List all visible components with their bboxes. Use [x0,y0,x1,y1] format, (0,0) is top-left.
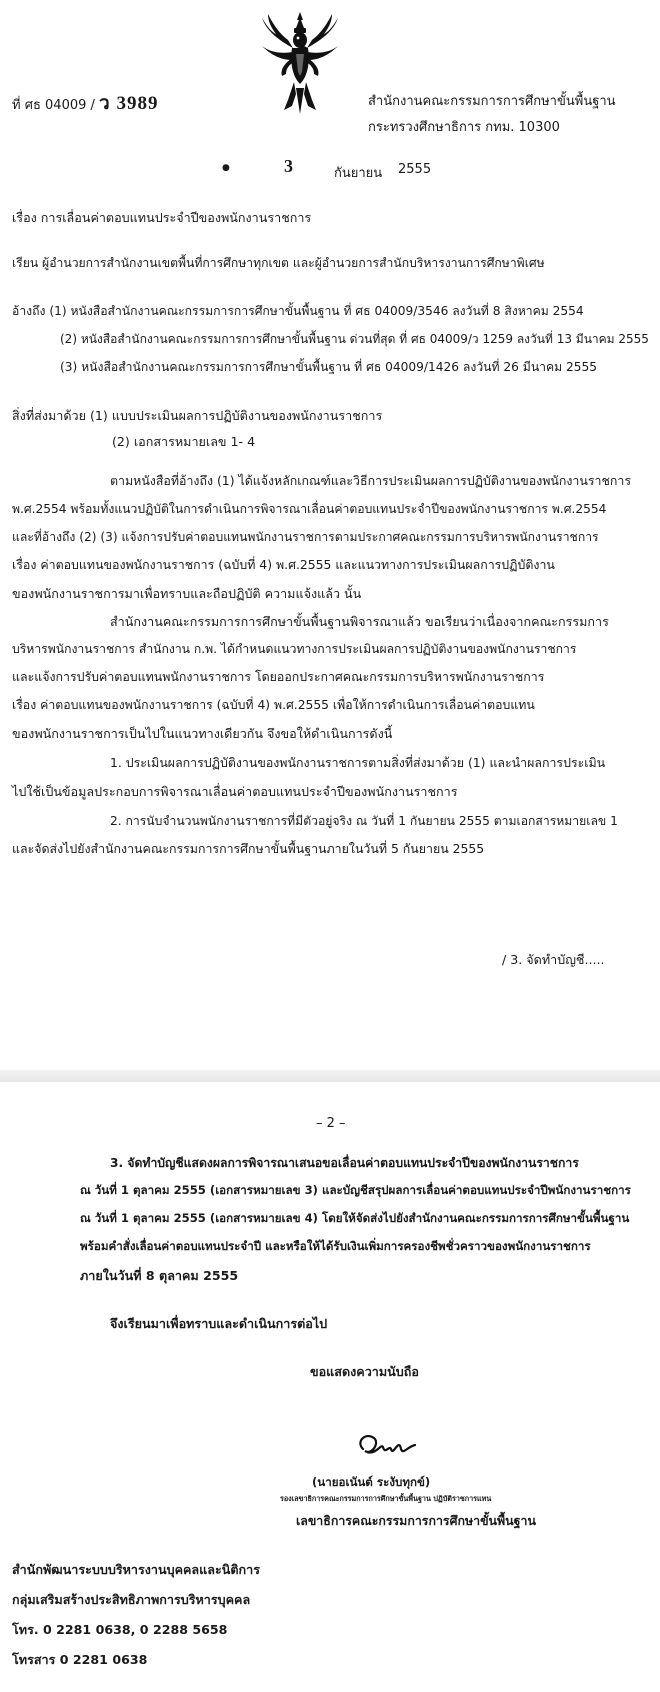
page-number: – 2 – [316,1116,346,1131]
paragraph-line: ตามหนังสือที่อ้างถึง (1) ได้แจ้งหลักเกณฑ์และวิธีการประเมินผลการปฏิบัติงานของพนักงานราชการ [110,473,631,488]
enclosure-2: (2) เอกสารหมายเลข 1- 4 [112,434,256,449]
paragraph-line: ของพนักงานราชการเป็นไปในแนวทางเดียวกัน จึงขอให้ดำเนินการดังนี้ [12,726,393,741]
reference-3: (3) หนังสือสำนักงานคณะกรรมการการศึกษาขั้นพื้นฐาน ที่ ศธ 04009/1426 ลงวันที่ 26 มีนาคม 2555 [60,360,598,374]
stamp-dot: ● [222,163,230,173]
regards-line: ขอแสดงความนับถือ [310,1364,419,1379]
reference-1: อ้างถึง (1) หนังสือสำนักงานคณะกรรมการการศึกษาขั้นพื้นฐาน ที่ ศธ 04009/3546 ลงวันที่ 8 สิงหาคม 2554 [12,304,584,318]
fax: โทรสาร 0 2281 0638 [12,1652,148,1667]
paragraph-line: บริหารพนักงานราชการ สำนักงาน ก.พ. ได้กำหนดแนวทางการประเมินผลการปฏิบัติงานของพนักงานราชการ [12,642,577,656]
reference-number [12,88,158,118]
paragraph-line: สำนักงานคณะกรรมการการศึกษาขั้นพื้นฐานพิจารณาแล้ว ขอเรียนว่าเนื่องจากคณะกรรมการ [110,614,609,629]
signature-icon [345,1427,425,1467]
signer-position-1: รองเลขาธิการคณะกรรมการการศึกษาขั้นพื้นฐาน ปฏิบัติราชการแทน [280,1494,492,1503]
enclosure-1: สิ่งที่ส่งมาด้วย (1) แบบประเมินผลการปฏิบัติงานของพนักงานราชการ [12,408,383,423]
reference-2: (2) หนังสือสำนักงานคณะกรรมการการศึกษาขั้นพื้นฐาน ด่วนที่สุด ที่ ศธ 04009/ว 1259 ลงวันที่ 13 มีนาคม 2555 [60,332,649,346]
issuer-office: สำนักงานคณะกรรมการการศึกษาขั้นพื้นฐาน [368,94,616,109]
date-month: กันยายน [334,166,383,181]
paragraph-line: ณ วันที่ 1 ตุลาคม 2555 (เอกสารหมายเลข 3) และบัญชีสรุปผลการเลื่อนค่าตอบแทนประจำปีพนักงานราชการ [80,1183,631,1197]
paragraph-line: เรื่อง ค่าตอบแทนของพนักงานราชการ (ฉบับที่ 4) พ.ศ.2555 เพื่อให้การดำเนินการเลื่อนค่าตอบแทน [12,698,535,712]
paragraph-line: ของพนักงานราชการมาเพื่อทราบและถือปฏิบัติ ความแจ้งแล้ว นั้น [12,586,362,601]
paragraph-line: และที่อ้างถึง (2) (3) แจ้งการปรับค่าตอบแทนพนักงานราชการตามประกาศคณะกรรมการบริหารพนักงานราชการ [12,530,599,544]
date-day: 3 [284,156,293,176]
signer-position-2: เลขาธิการคณะกรรมการการศึกษาขั้นพื้นฐาน [296,1513,536,1528]
page-separator [0,1070,660,1082]
addressee-line: เรียน ผู้อำนวยการสำนักงานเขตพื้นที่การศึกษาทุกเขต และผู้อำนวยการสำนักบริหารงานการศึกษาพิเศษ [12,256,545,270]
paragraph-line: ภายในวันที่ 8 ตุลาคม 2555 [80,1268,239,1283]
paragraph-line: 1. ประเมินผลการปฏิบัติงานของพนักงานราชการตามสิ่งที่ส่งมาด้วย (1) และนำผลการประเมิน [110,755,606,770]
paragraph-line: ณ วันที่ 1 ตุลาคม 2555 (เอกสารหมายเลข 4) โดยให้จัดส่งไปยังสำนักงานคณะกรรมการการศึกษาขั้นพื้นฐาน [80,1211,630,1225]
continued-note: / 3. จัดทำบัญชี..... [502,952,605,967]
office-division: สำนักพัฒนาระบบบริหารงานบุคคลและนิติการ [12,1562,261,1577]
garuda-emblem-icon [258,10,342,116]
paragraph-line: และจัดส่งไปยังสำนักงานคณะกรรมการการศึกษาขั้นพื้นฐานภายในวันที่ 5 กันยายน 2555 [12,841,485,856]
paragraph-line: พ.ศ.2554 พร้อมทั้งแนวปฏิบัติในการดำเนินการพิจารณาเลื่อนค่าตอบแทนประจำปีของพนักงานราชการ พ.ศ.2554 [12,502,607,516]
closing-line: จึงเรียนมาเพื่อทราบและดำเนินการต่อไป [110,1316,328,1331]
paragraph-line: ไปใช้เป็นข้อมูลประกอบการพิจารณาเลื่อนค่าตอบแทนประจำปีของพนักงานราชการ [12,784,458,799]
paragraph-line: 2. การนับจำนวนพนักงานราชการที่มีตัวอยู่จริง ณ วันที่ 1 กันยายน 2555 ตามเอกสารหมายเลข 1 [110,814,618,828]
issuer-ministry: กระทรวงศึกษาธิการ กทม. 10300 [368,120,560,135]
document-page-2 [0,1082,660,1692]
paragraph-line: 3. จัดทำบัญชีแสดงผลการพิจารณาเสนอขอเลื่อนค่าตอบแทนประจำปีของพนักงานราชการ [110,1156,579,1170]
reference-number-handwritten: ว 3989 [99,93,159,114]
office-group: กลุ่มเสริมสร้างประสิทธิภาพการบริหารบุคคล [12,1592,251,1607]
signer-name: (นายอเนันต์ ระงับทุกข์) [312,1475,431,1489]
paragraph-line: เรื่อง ค่าตอบแทนของพนักงานราชการ (ฉบับที่ 4) พ.ศ.2555 และแนวทางการประเมินผลการปฏิบัติงาน [12,557,555,572]
reference-number-prefix: ที่ ศธ 04009 / [12,98,95,113]
date-year: 2555 [398,162,432,177]
subject-line: เรื่อง การเลื่อนค่าตอบแทนประจำปีของพนักงานราชการ [12,210,312,225]
telephone: โทร. 0 2281 0638, 0 2288 5658 [12,1622,228,1637]
paragraph-line: และแจ้งการปรับค่าตอบแทนพนักงานราชการ โดยออกประกาศคณะกรรมการบริหารพนักงานราชการ [12,669,545,684]
paragraph-line: พร้อมคำสั่งเลื่อนค่าตอบแทนประจำปี และหรือให้ได้รับเงินเพิ่มการครองชีพชั่วคราวของพนักงานราชการ [80,1239,591,1253]
